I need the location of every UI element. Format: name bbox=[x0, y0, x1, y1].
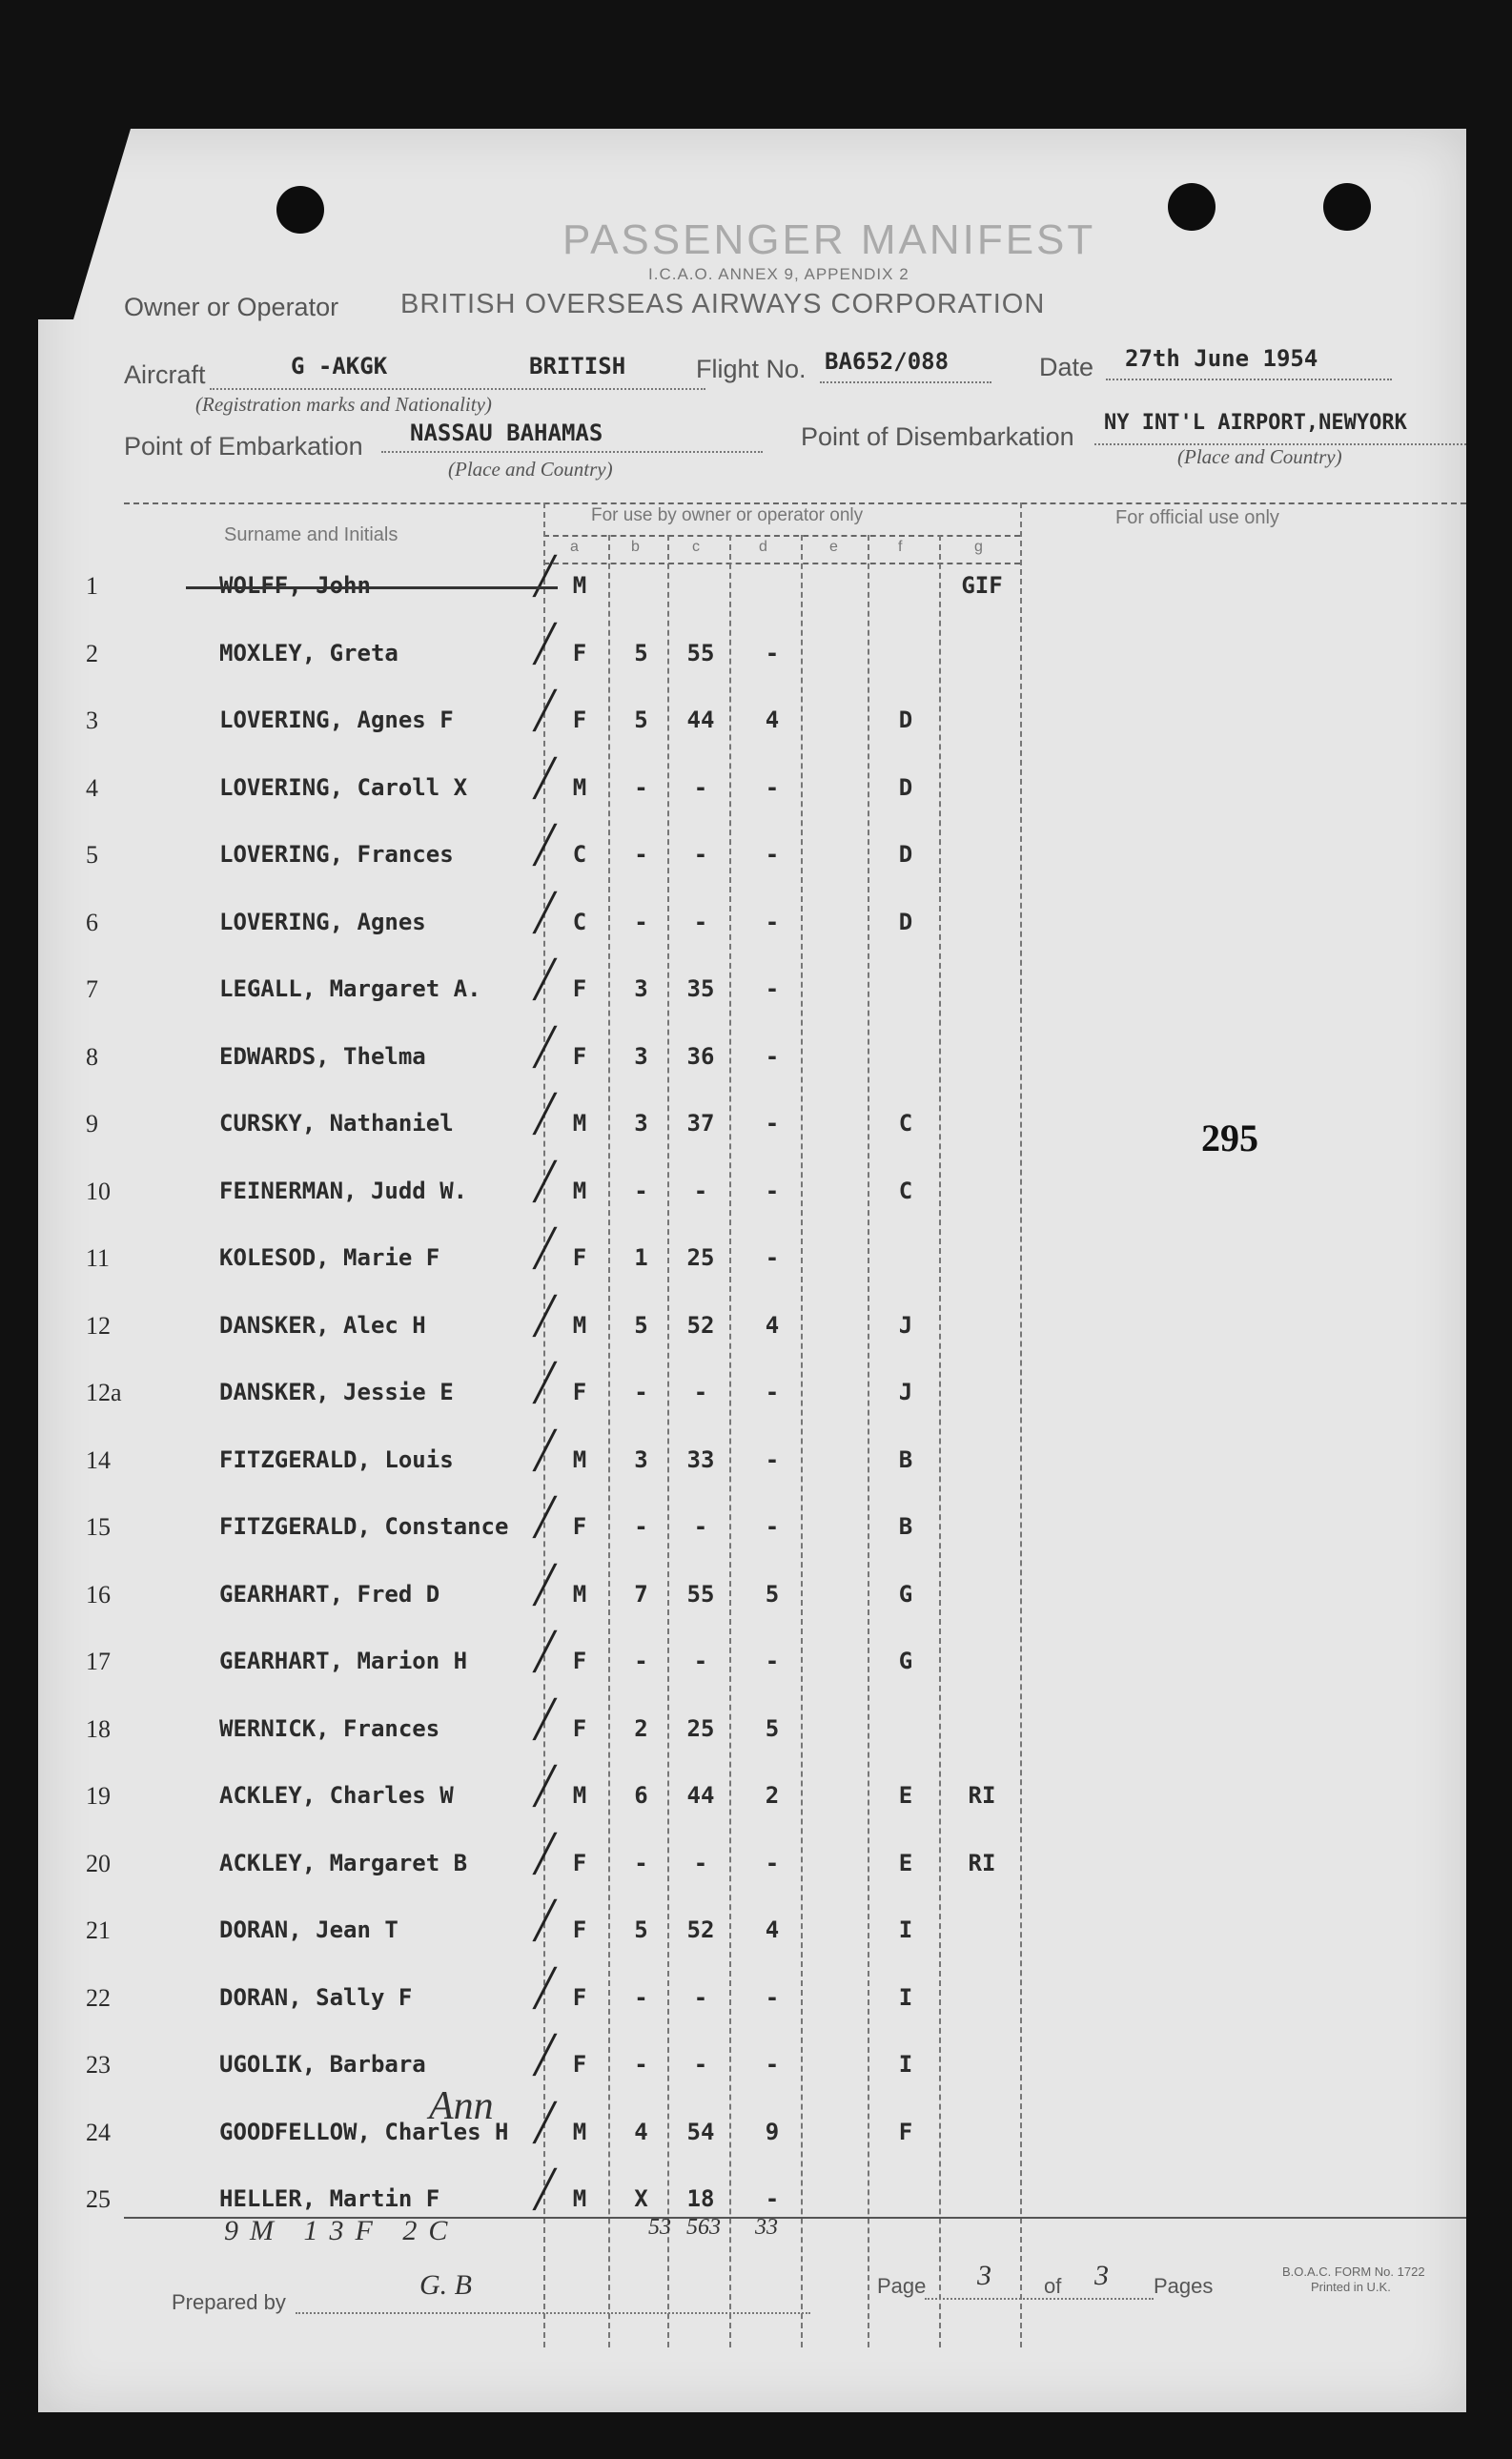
cell-d: 4 bbox=[765, 1916, 780, 1943]
cell-a: F bbox=[572, 1849, 587, 1876]
cell-a: F bbox=[572, 1648, 587, 1674]
check-mark-icon: ╱ bbox=[534, 1966, 556, 2009]
cell-d: - bbox=[765, 2051, 780, 2078]
cell-g: RI bbox=[968, 1782, 996, 1809]
check-mark-icon: ╱ bbox=[534, 1630, 556, 1672]
cell-f: E bbox=[898, 1849, 913, 1876]
row-number: 25 bbox=[86, 2185, 111, 2213]
check-mark-icon: ╱ bbox=[534, 1159, 556, 1202]
cell-f: D bbox=[898, 841, 913, 868]
embarkation-label: Point of Embarkation bbox=[124, 432, 363, 461]
cell-f: D bbox=[898, 707, 913, 733]
row-number: 2 bbox=[86, 639, 98, 667]
cell-b: - bbox=[634, 2051, 648, 2078]
passenger-name: UGOLIK, Barbara bbox=[219, 2051, 426, 2078]
check-mark-icon: ╱ bbox=[534, 2168, 556, 2210]
of-label: of bbox=[1044, 2274, 1062, 2298]
cell-d: - bbox=[765, 908, 780, 935]
cell-c: 52 bbox=[686, 1916, 715, 1943]
cell-d: - bbox=[765, 1177, 780, 1204]
page-number: 3 bbox=[977, 2260, 991, 2291]
cell-f: E bbox=[898, 1782, 913, 1809]
cell-d: - bbox=[765, 1983, 780, 2011]
table-row bbox=[38, 958, 1466, 1014]
cell-f: G bbox=[898, 1580, 913, 1608]
row-number: 12a bbox=[86, 1379, 122, 1406]
cell-c: - bbox=[693, 1849, 708, 1876]
document-subtitle: I.C.A.O. ANNEX 9, APPENDIX 2 bbox=[648, 265, 909, 283]
check-mark-icon: ╱ bbox=[534, 1294, 556, 1337]
table-row bbox=[38, 1697, 1466, 1753]
row-number: 24 bbox=[86, 2118, 111, 2146]
passenger-name: FITZGERALD, Constance bbox=[219, 1513, 509, 1540]
table-row bbox=[38, 1899, 1466, 1955]
table-row bbox=[38, 824, 1466, 879]
cell-c: - bbox=[693, 1983, 708, 2011]
passenger-name: GEARHART, Fred D bbox=[219, 1580, 440, 1608]
cell-d: 4 bbox=[765, 707, 780, 733]
cell-a: M bbox=[572, 1782, 587, 1809]
cell-f: I bbox=[898, 2051, 913, 2078]
passenger-name: MOXLEY, Greta bbox=[219, 639, 398, 666]
embarkation-dots bbox=[381, 451, 763, 453]
torn-corner bbox=[38, 129, 133, 319]
check-mark-icon: ╱ bbox=[534, 2100, 556, 2143]
aircraft-caption: (Registration marks and Nationality) bbox=[195, 393, 492, 416]
column-letter-f: f bbox=[898, 539, 903, 555]
passenger-name: ACKLEY, Charles W bbox=[219, 1782, 454, 1809]
check-mark-icon: ╱ bbox=[534, 1428, 556, 1471]
cell-c: 36 bbox=[686, 1042, 715, 1070]
cell-d: - bbox=[765, 1445, 780, 1473]
table-row bbox=[38, 1025, 1466, 1081]
aircraft-dots bbox=[210, 388, 705, 390]
check-mark-icon: ╱ bbox=[534, 1832, 556, 1875]
check-mark-icon: ╱ bbox=[534, 622, 556, 665]
passenger-name: WOLFF, John bbox=[219, 572, 371, 599]
flight-number: BA652/088 bbox=[825, 348, 950, 375]
cell-d: 5 bbox=[765, 1714, 780, 1742]
cell-b: - bbox=[634, 908, 648, 935]
check-mark-icon: ╱ bbox=[534, 1093, 556, 1135]
cell-f: J bbox=[898, 1379, 913, 1405]
column-letter-a: a bbox=[570, 539, 579, 555]
passenger-name: FEINERMAN, Judd W. bbox=[219, 1177, 468, 1204]
aircraft-nationality: BRITISH bbox=[529, 353, 626, 379]
cell-c: 25 bbox=[686, 1714, 715, 1742]
cell-f: J bbox=[898, 1311, 913, 1339]
passenger-name: LEGALL, Margaret A. bbox=[219, 975, 481, 1002]
prepared-by-signature: G. B bbox=[419, 2269, 472, 2301]
cell-a: F bbox=[572, 1714, 587, 1742]
table-row bbox=[38, 689, 1466, 745]
passenger-name: WERNICK, Frances bbox=[219, 1714, 440, 1742]
form-id: B.O.A.C. FORM No. 1722 bbox=[1282, 2264, 1425, 2279]
check-mark-icon: ╱ bbox=[534, 1899, 556, 1941]
cell-c: 37 bbox=[686, 1110, 715, 1137]
disembarkation-value: NY INT'L AIRPORT,NEWYORK bbox=[1104, 411, 1407, 435]
table-row bbox=[38, 1765, 1466, 1820]
row-number: 20 bbox=[86, 1849, 111, 1877]
cell-a: C bbox=[572, 841, 587, 868]
passenger-name: DANSKER, Jessie E bbox=[219, 1379, 454, 1405]
cell-c: - bbox=[693, 1513, 708, 1540]
cell-c: 55 bbox=[686, 639, 715, 666]
row-number: 15 bbox=[86, 1513, 111, 1541]
row-number: 22 bbox=[86, 1983, 111, 2012]
table-row bbox=[38, 1832, 1466, 1888]
embarkation-value: NASSAU BAHAMAS bbox=[410, 420, 603, 446]
passenger-name: ACKLEY, Margaret B bbox=[219, 1849, 468, 1876]
cell-d: - bbox=[765, 1513, 780, 1540]
cell-f: B bbox=[898, 1445, 913, 1473]
table-row bbox=[38, 555, 1466, 610]
cell-b: - bbox=[634, 1379, 648, 1405]
table-row bbox=[38, 1563, 1466, 1619]
cell-b: 3 bbox=[634, 1445, 648, 1473]
cell-d: 9 bbox=[765, 2118, 780, 2145]
cell-c: - bbox=[693, 1177, 708, 1204]
cell-b: 3 bbox=[634, 1110, 648, 1137]
cell-b: X bbox=[634, 2185, 648, 2212]
column-letter-b: b bbox=[631, 539, 640, 555]
passenger-name: KOLESOD, Marie F bbox=[219, 1244, 440, 1271]
cell-f: B bbox=[898, 1513, 913, 1540]
total-c: 563 bbox=[686, 2215, 721, 2240]
check-mark-icon: ╱ bbox=[534, 1697, 556, 1740]
cell-b: 3 bbox=[634, 975, 648, 1002]
cell-a: F bbox=[572, 1983, 587, 2011]
table-row bbox=[38, 1227, 1466, 1282]
cell-f: I bbox=[898, 1916, 913, 1943]
table-row bbox=[38, 1496, 1466, 1551]
table-row bbox=[38, 2034, 1466, 2089]
cell-f: D bbox=[898, 908, 913, 935]
row-number: 19 bbox=[86, 1782, 111, 1810]
row-number: 16 bbox=[86, 1580, 111, 1609]
cell-a: C bbox=[572, 908, 587, 935]
cell-f: C bbox=[898, 1110, 913, 1137]
owner-value: BRITISH OVERSEAS AIRWAYS CORPORATION bbox=[400, 289, 1046, 319]
cell-c: 44 bbox=[686, 707, 715, 733]
cell-d: - bbox=[765, 639, 780, 666]
column-letter-c: c bbox=[692, 539, 700, 555]
row-number: 10 bbox=[86, 1177, 111, 1205]
cell-b: - bbox=[634, 1983, 648, 2011]
cell-c: 55 bbox=[686, 1580, 715, 1608]
check-mark-icon: ╱ bbox=[534, 1765, 556, 1807]
pages-label: Pages bbox=[1154, 2274, 1214, 2298]
passenger-name: DORAN, Jean T bbox=[219, 1916, 398, 1943]
column-letter-d: d bbox=[759, 539, 767, 555]
cell-a: F bbox=[572, 707, 587, 733]
total-b: 53 bbox=[648, 2215, 671, 2240]
prepared-by-dots bbox=[296, 2312, 810, 2314]
printed-in: Printed in U.K. bbox=[1311, 2280, 1391, 2294]
cell-b: - bbox=[634, 1648, 648, 1674]
cell-b: - bbox=[634, 841, 648, 868]
cell-b: - bbox=[634, 1513, 648, 1540]
flight-label: Flight No. bbox=[696, 355, 807, 383]
name-column-header: Surname and Initials bbox=[224, 524, 398, 545]
table-row bbox=[38, 1630, 1466, 1686]
cell-f: I bbox=[898, 1983, 913, 2011]
row-number: 17 bbox=[86, 1648, 111, 1675]
cell-a: F bbox=[572, 975, 587, 1002]
cell-a: F bbox=[572, 1244, 587, 1271]
cell-b: 5 bbox=[634, 707, 648, 733]
cell-d: - bbox=[765, 1379, 780, 1405]
document-title: PASSENGER MANIFEST bbox=[562, 216, 1096, 263]
table-row bbox=[38, 1966, 1466, 2022]
cell-b: - bbox=[634, 1849, 648, 1876]
cell-a: F bbox=[572, 1379, 587, 1405]
cell-b: - bbox=[634, 1177, 648, 1204]
cell-f: G bbox=[898, 1648, 913, 1674]
cell-b: 5 bbox=[634, 639, 648, 666]
check-mark-icon: ╱ bbox=[534, 2034, 556, 2076]
date-dots bbox=[1106, 379, 1392, 380]
cell-d: - bbox=[765, 1110, 780, 1137]
cell-a: F bbox=[572, 1916, 587, 1943]
cell-d: 5 bbox=[765, 1580, 780, 1608]
passenger-name: LOVERING, Agnes bbox=[219, 908, 426, 935]
cell-a: M bbox=[572, 1177, 587, 1204]
cell-c: 25 bbox=[686, 1244, 715, 1271]
passenger-name: FITZGERALD, Louis bbox=[219, 1445, 454, 1473]
cell-c: 35 bbox=[686, 975, 715, 1002]
row-number: 5 bbox=[86, 841, 98, 869]
cell-d: - bbox=[765, 1244, 780, 1271]
aircraft-label: Aircraft bbox=[124, 360, 206, 389]
cell-c: - bbox=[693, 2051, 708, 2078]
punch-hole bbox=[1168, 183, 1216, 231]
owner-use-rule bbox=[543, 535, 1020, 537]
owner-label: Owner or Operator bbox=[124, 293, 339, 321]
passenger-name: HELLER, Martin F bbox=[219, 2185, 440, 2212]
check-mark-icon: ╱ bbox=[534, 891, 556, 933]
row-number: 11 bbox=[86, 1244, 111, 1272]
table-top-rule bbox=[124, 502, 1466, 504]
cell-b: 1 bbox=[634, 1244, 648, 1271]
punch-hole bbox=[276, 186, 324, 234]
passenger-name: CURSKY, Nathaniel bbox=[219, 1110, 454, 1137]
table-row bbox=[38, 1428, 1466, 1485]
column-letter-rule bbox=[543, 563, 1020, 564]
check-mark-icon: ╱ bbox=[534, 555, 556, 597]
cell-d: - bbox=[765, 1042, 780, 1070]
aircraft-registration: G -AKGK bbox=[291, 353, 388, 379]
flight-date: 27th June 1954 bbox=[1125, 345, 1318, 372]
official-stamp-number: 295 bbox=[1201, 1117, 1258, 1159]
official-use-header: For official use only bbox=[1115, 507, 1279, 528]
manifest-page bbox=[38, 129, 1466, 2412]
cell-b: 5 bbox=[634, 1916, 648, 1943]
cell-b: 2 bbox=[634, 1714, 648, 1742]
handwritten-passenger-count: 9M 13F 2C bbox=[224, 2215, 460, 2246]
cell-c: - bbox=[693, 773, 708, 801]
cell-d: - bbox=[765, 2185, 780, 2212]
row-number: 6 bbox=[86, 908, 98, 936]
cell-d: - bbox=[765, 1849, 780, 1876]
cell-b: - bbox=[634, 773, 648, 801]
row-number: 18 bbox=[86, 1714, 111, 1743]
handwritten-correction: Ann bbox=[429, 2084, 494, 2128]
passenger-name: LOVERING, Frances bbox=[219, 841, 454, 868]
cell-c: 33 bbox=[686, 1445, 715, 1473]
row-number: 4 bbox=[86, 773, 98, 802]
row-number: 21 bbox=[86, 1916, 111, 1944]
check-mark-icon: ╱ bbox=[534, 1025, 556, 1068]
check-mark-icon: ╱ bbox=[534, 756, 556, 799]
cell-d: - bbox=[765, 975, 780, 1002]
cell-a: M bbox=[572, 1445, 587, 1473]
cell-a: M bbox=[572, 1311, 587, 1339]
row-number: 14 bbox=[86, 1445, 111, 1474]
cell-c: 44 bbox=[686, 1782, 715, 1809]
date-label: Date bbox=[1039, 353, 1094, 381]
punch-hole bbox=[1323, 183, 1371, 231]
cell-g: RI bbox=[968, 1849, 996, 1876]
total-d: 33 bbox=[755, 2215, 778, 2240]
cell-a: M bbox=[572, 2185, 587, 2212]
cell-c: - bbox=[693, 1648, 708, 1674]
row-1-strikethrough bbox=[186, 586, 558, 589]
table-row bbox=[38, 891, 1466, 947]
table-row bbox=[38, 622, 1466, 678]
cell-a: F bbox=[572, 639, 587, 666]
page-label: Page bbox=[877, 2274, 927, 2298]
cell-b: 6 bbox=[634, 1782, 648, 1809]
cell-d: - bbox=[765, 841, 780, 868]
cell-c: - bbox=[693, 1379, 708, 1405]
cell-f: C bbox=[898, 1177, 913, 1204]
owner-use-header: For use by owner or operator only bbox=[591, 505, 864, 525]
cell-g: GIF bbox=[961, 572, 1003, 599]
cell-d: 4 bbox=[765, 1311, 780, 1339]
passenger-name: LOVERING, Caroll X bbox=[219, 773, 468, 801]
column-letter-g: g bbox=[974, 539, 983, 555]
cell-d: 2 bbox=[765, 1782, 780, 1809]
cell-f: D bbox=[898, 773, 913, 801]
check-mark-icon: ╱ bbox=[534, 1362, 556, 1404]
prepared-by-label: Prepared by bbox=[172, 2290, 286, 2314]
cell-d: - bbox=[765, 1648, 780, 1674]
table-row bbox=[38, 756, 1466, 812]
disembarkation-caption: (Place and Country) bbox=[1177, 445, 1342, 468]
passenger-name: GOODFELLOW, Charles H bbox=[219, 2118, 509, 2145]
cell-d: - bbox=[765, 773, 780, 801]
row-number: 8 bbox=[86, 1042, 98, 1071]
row-number: 7 bbox=[86, 975, 98, 1003]
cell-f: F bbox=[898, 2118, 913, 2145]
column-letter-e: e bbox=[829, 539, 838, 555]
row-number: 3 bbox=[86, 707, 98, 734]
passenger-name: LOVERING, Agnes F bbox=[219, 707, 454, 733]
row-number: 9 bbox=[86, 1110, 98, 1137]
check-mark-icon: ╱ bbox=[534, 824, 556, 866]
cell-a: M bbox=[572, 1580, 587, 1608]
cell-a: F bbox=[572, 1042, 587, 1070]
cell-a: F bbox=[572, 1513, 587, 1540]
cell-c: 52 bbox=[686, 1311, 715, 1339]
disembarkation-label: Point of Disembarkation bbox=[801, 422, 1074, 451]
passenger-name: DANSKER, Alec H bbox=[219, 1311, 426, 1339]
row-number: 1 bbox=[86, 572, 98, 600]
table-row bbox=[38, 1362, 1466, 1417]
row-number: 12 bbox=[86, 1311, 111, 1340]
cell-c: - bbox=[693, 841, 708, 868]
page-dots bbox=[925, 2298, 1154, 2300]
page-total: 3 bbox=[1094, 2260, 1109, 2291]
cell-a: M bbox=[572, 572, 587, 599]
cell-a: M bbox=[572, 773, 587, 801]
table-row bbox=[38, 1294, 1466, 1350]
check-mark-icon: ╱ bbox=[534, 689, 556, 731]
flight-dots bbox=[820, 381, 991, 383]
passenger-name: DORAN, Sally F bbox=[219, 1983, 413, 2011]
cell-a: M bbox=[572, 2118, 587, 2145]
check-mark-icon: ╱ bbox=[534, 1563, 556, 1606]
passenger-name: GEARHART, Marion H bbox=[219, 1648, 468, 1674]
cell-b: 3 bbox=[634, 1042, 648, 1070]
passenger-name: EDWARDS, Thelma bbox=[219, 1042, 426, 1070]
table-row bbox=[38, 1159, 1466, 1216]
cell-c: - bbox=[693, 908, 708, 935]
cell-b: 4 bbox=[634, 2118, 648, 2145]
check-mark-icon: ╱ bbox=[534, 958, 556, 1000]
check-mark-icon: ╱ bbox=[534, 1227, 556, 1269]
check-mark-icon: ╱ bbox=[534, 1496, 556, 1538]
embarkation-caption: (Place and Country) bbox=[448, 458, 613, 481]
cell-c: 18 bbox=[686, 2185, 715, 2212]
cell-a: M bbox=[572, 1110, 587, 1137]
row-number: 23 bbox=[86, 2051, 111, 2079]
cell-b: 5 bbox=[634, 1311, 648, 1339]
cell-a: F bbox=[572, 2051, 587, 2078]
cell-c: 54 bbox=[686, 2118, 715, 2145]
cell-b: 7 bbox=[634, 1580, 648, 1608]
